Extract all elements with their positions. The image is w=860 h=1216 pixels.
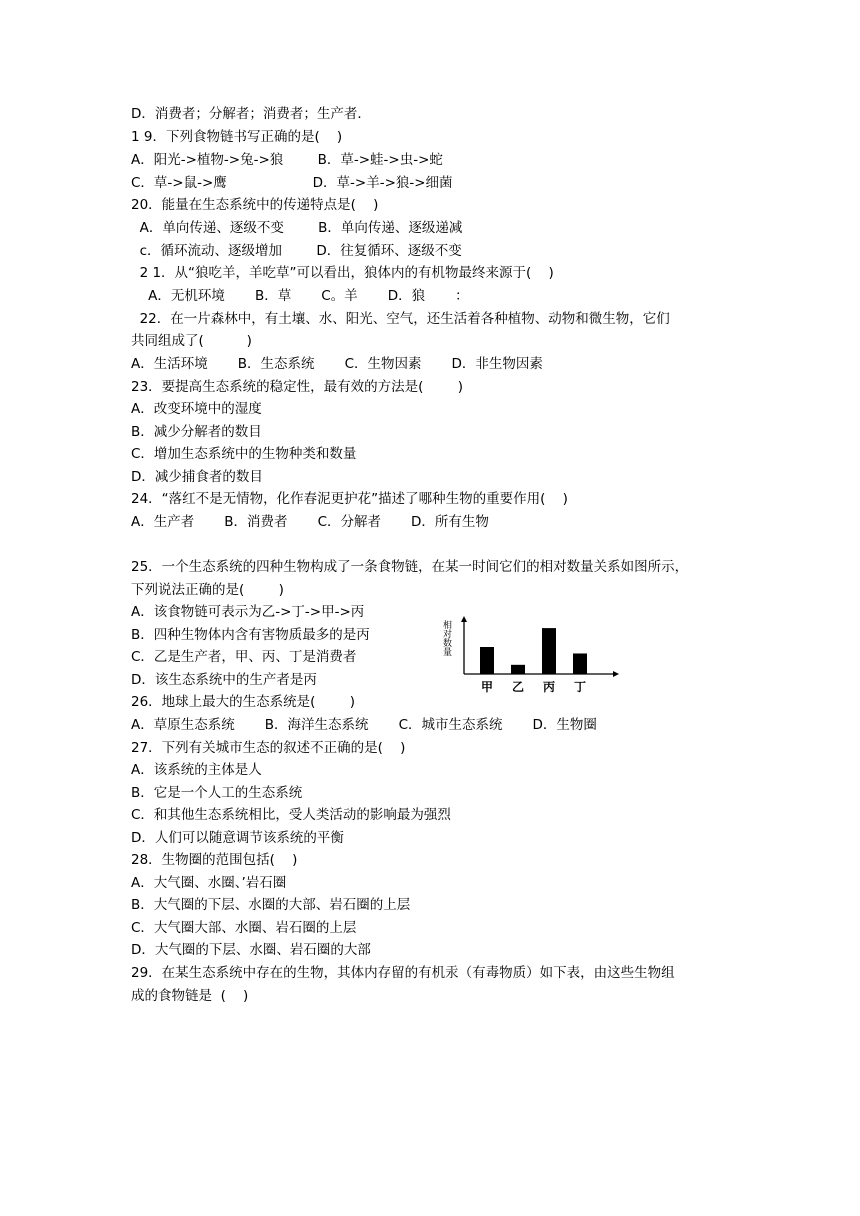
q19-stem: 1 9．下列食物链书写正确的是( ) bbox=[131, 129, 343, 145]
q27-option-b: B．它是一个人工的生态系统 bbox=[131, 785, 303, 801]
q26-stem: 26．地球上最大的生态系统是( ) bbox=[131, 694, 356, 710]
q29-stem-line2: 成的食物链是 ( ) bbox=[131, 988, 249, 1004]
q19-options-ab: A．阳光->植物->兔->狼 B．草->蛙->虫->蛇 bbox=[131, 152, 443, 168]
q19-options-cd: C．草->鼠->鹰 D．草->羊->狼->细菌 bbox=[131, 175, 453, 191]
q27-option-d: D．人们可以随意调节该系统的平衡 bbox=[131, 830, 344, 846]
q20-options-cd: c．循环流动、逐级增加 D．往复循环、逐级不变 bbox=[131, 243, 462, 259]
q27-option-a: A．该系统的主体是人 bbox=[131, 762, 262, 778]
x-tick-label: 丁 bbox=[573, 680, 587, 694]
q27-option-c: C．和其他生态系统相比，受人类活动的影响最为强烈 bbox=[131, 807, 451, 823]
q27-stem: 27．下列有关城市生态的叙述不正确的是( ) bbox=[131, 740, 406, 756]
q25-option-a: A．该食物链可表示为乙->丁->甲->丙 bbox=[131, 604, 365, 620]
q22-stem-line1: 22．在一片森林中，有土壤、水、阳光、空气，还生活着各种植物、动物和微生物，它们 bbox=[131, 311, 670, 327]
x-tick-label: 乙 bbox=[511, 680, 525, 694]
q21-stem: 2 1．从“狼吃羊，羊吃草”可以看出，狼体内的有机物最终来源于( ) bbox=[131, 265, 554, 281]
y-axis-arrow bbox=[461, 616, 467, 622]
q24-stem: 24．“落红不是无情物，化作春泥更护花”描述了哪种生物的重要作用( ) bbox=[131, 491, 568, 507]
bar-3 bbox=[573, 653, 587, 674]
q21-options: A．无机环境 B．草 C。羊 D．狼 ： bbox=[131, 288, 469, 304]
x-tick-label: 丙 bbox=[542, 680, 556, 694]
q26-options: A．草原生态系统 B．海洋生态系统 C．城市生态系统 D．生物圈 bbox=[131, 717, 597, 733]
q25-option-d: D．该生态系统中的生产者是丙 bbox=[131, 672, 317, 688]
q22-options: A．生活环境 B．生态系统 C．生物因素 D．非生物因素 bbox=[131, 356, 543, 372]
q25-stem-line1: 25．一个生态系统的四种生物构成了一条食物链，在某一时间它们的相对数量关系如图所示， bbox=[131, 559, 689, 575]
x-axis-arrow bbox=[613, 671, 619, 677]
bar-0 bbox=[480, 647, 494, 674]
q23-stem: 23．要提高生态系统的稳定性，最有效的方法是( ) bbox=[131, 379, 464, 395]
q28-option-d: D．大气圈的下层、水圈、岩石圈的大部 bbox=[131, 942, 371, 958]
q22-stem-line2: 共同组成了( ) bbox=[131, 333, 252, 349]
bar-1 bbox=[511, 665, 525, 674]
q25-option-b: B．四种生物体内含有害物质最多的是丙 bbox=[131, 627, 370, 643]
q28-option-a: A．大气圈、水圈、’岩石圈 bbox=[131, 875, 287, 891]
relative-quantity-bar-chart bbox=[438, 614, 622, 696]
q18-option-d: D．消费者；分解者；消费者；生产者． bbox=[131, 106, 371, 122]
q23-option-d: D．减少捕食者的数目 bbox=[131, 469, 263, 485]
q25-option-c: C．乙是生产者，甲、丙、丁是消费者 bbox=[131, 649, 357, 665]
q23-option-b: B．减少分解者的数目 bbox=[131, 424, 262, 440]
chart-ylabel: 相对数量 bbox=[441, 620, 451, 656]
q23-option-a: A．改变环境中的湿度 bbox=[131, 401, 262, 417]
x-tick-label: 甲 bbox=[480, 680, 494, 694]
q20-options-ab: A．单向传递、逐级不变 B．单向传递、逐级递减 bbox=[131, 220, 463, 236]
q25-stem-line2: 下列说法正确的是( ) bbox=[131, 582, 284, 598]
q28-stem: 28．生物圈的范围包括( ) bbox=[131, 852, 298, 868]
q24-options: A．生产者 B．消费者 C．分解者 D．所有生物 bbox=[131, 514, 489, 530]
q20-stem: 20．能量在生态系统中的传递特点是( ) bbox=[131, 197, 379, 213]
q28-option-c: C．大气圈大部、水圈、岩石圈的上层 bbox=[131, 920, 357, 936]
q23-option-c: C．增加生态系统中的生物种类和数量 bbox=[131, 446, 357, 462]
bar-2 bbox=[542, 628, 556, 674]
q29-stem-line1: 29．在某生态系统中存在的生物，其体内存留的有机汞（有毒物质）如下表，由这些生物组 bbox=[131, 965, 675, 981]
q28-option-b: B．大气圈的下层、水圈的大部、岩石圈的上层 bbox=[131, 897, 411, 913]
